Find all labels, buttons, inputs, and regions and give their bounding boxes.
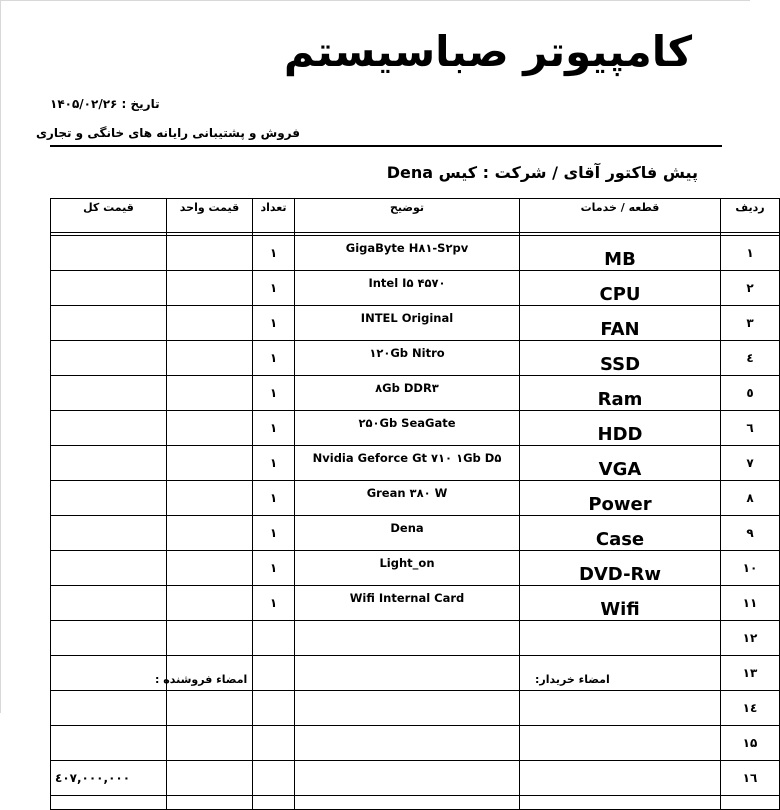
- row-part: Case: [520, 516, 721, 551]
- table-row: [51, 516, 780, 551]
- page-border-top: [0, 0, 750, 1]
- table-row: [51, 726, 780, 761]
- row-number: ۹: [721, 516, 780, 551]
- row-part: CPU: [520, 271, 721, 306]
- row-description: ۱۲۰Gb Nitro: [295, 341, 520, 376]
- row-description: [295, 726, 520, 761]
- header-quantity: تعداد: [253, 199, 295, 233]
- row-unit-price: [167, 236, 253, 271]
- row-total-price: [51, 481, 167, 516]
- row-total-price: [51, 586, 167, 621]
- row-quantity: [253, 726, 295, 761]
- row-unit-price: [167, 551, 253, 586]
- table-header-row: [51, 199, 780, 233]
- row-quantity: ۱: [253, 586, 295, 621]
- row-description: INTEL Original: [295, 306, 520, 341]
- table-row: [51, 691, 780, 726]
- row-unit-price: [167, 446, 253, 481]
- row-number: ٦: [721, 411, 780, 446]
- row-description: ۸Gb DDR۳: [295, 376, 520, 411]
- row-unit-price: [167, 621, 253, 656]
- row-total-price: [51, 306, 167, 341]
- header-description: توضیح: [295, 199, 520, 233]
- row-part: HDD: [520, 411, 721, 446]
- row-total-price: ٤۰۷,۰۰۰,۰۰۰: [51, 761, 167, 796]
- table-row: [51, 376, 780, 411]
- row-unit-price: [167, 691, 253, 726]
- header-row-number: ردیف: [721, 199, 780, 233]
- row-quantity: ۱: [253, 306, 295, 341]
- row-unit-price: [167, 516, 253, 551]
- row-description: [295, 621, 520, 656]
- row-quantity: ۱: [253, 271, 295, 306]
- header-total-price: قیمت کل: [51, 199, 167, 233]
- row-part: Ram: [520, 376, 721, 411]
- row-part: [520, 726, 721, 761]
- row-number: ۱۱: [721, 586, 780, 621]
- table-row: [51, 341, 780, 376]
- row-number: ۱۳: [721, 656, 780, 691]
- row-number: ۱٤: [721, 691, 780, 726]
- invoice-title: پیش فاکتور آقای / شرکت : کیس Dena: [386, 163, 698, 182]
- row-unit-price: [167, 271, 253, 306]
- row-description: [295, 761, 520, 796]
- row-description: Nvidia Geforce Gt ۷۱۰ ۱Gb D۵: [295, 446, 520, 481]
- row-unit-price: [167, 726, 253, 761]
- table-row: [51, 621, 780, 656]
- row-total-price: [51, 271, 167, 306]
- row-quantity: ۱: [253, 411, 295, 446]
- row-quantity: ۱: [253, 516, 295, 551]
- row-number: ۱۲: [721, 621, 780, 656]
- row-unit-price: [167, 586, 253, 621]
- row-quantity: [253, 656, 295, 691]
- row-description: Dena: [295, 516, 520, 551]
- row-number: ۱۰: [721, 551, 780, 586]
- table-footer-row: [51, 796, 780, 810]
- row-description: Grean ۳۸۰ W: [295, 481, 520, 516]
- row-total-price: [51, 726, 167, 761]
- header-divider: [50, 145, 722, 147]
- row-part: Wifi: [520, 586, 721, 621]
- row-quantity: ۱: [253, 446, 295, 481]
- table-body: [51, 233, 780, 810]
- row-unit-price: [167, 341, 253, 376]
- row-part: [520, 691, 721, 726]
- row-number: ٥: [721, 376, 780, 411]
- invoice-table: [50, 198, 780, 810]
- row-part: FAN: [520, 306, 721, 341]
- row-quantity: ۱: [253, 551, 295, 586]
- header-unit-price: قیمت واحد: [167, 199, 253, 233]
- table-row: [51, 761, 780, 796]
- row-total-price: [51, 516, 167, 551]
- row-total-price: [51, 621, 167, 656]
- row-total-price: [51, 236, 167, 271]
- company-tagline: فروش و پشتیبانی رایانه های خانگی و تجاری: [35, 126, 300, 140]
- row-unit-price: [167, 306, 253, 341]
- row-unit-price: [167, 481, 253, 516]
- row-number: ۱: [721, 236, 780, 271]
- row-part: [520, 621, 721, 656]
- row-quantity: ۱: [253, 236, 295, 271]
- row-number: ۱٦: [721, 761, 780, 796]
- row-description: [295, 656, 520, 691]
- table-row: [51, 551, 780, 586]
- table-row: [51, 586, 780, 621]
- row-number: ۷: [721, 446, 780, 481]
- row-part: MB: [520, 236, 721, 271]
- table-row: [51, 271, 780, 306]
- page-border-left: [0, 0, 1, 713]
- row-description: Wifi Internal Card: [295, 586, 520, 621]
- row-number: ٤: [721, 341, 780, 376]
- table-row: [51, 446, 780, 481]
- row-number: ۲: [721, 271, 780, 306]
- row-total-price: [51, 446, 167, 481]
- row-total-price: [51, 691, 167, 726]
- row-part: [520, 761, 721, 796]
- row-number: ۳: [721, 306, 780, 341]
- row-quantity: [253, 761, 295, 796]
- row-part: VGA: [520, 446, 721, 481]
- row-total-price: [51, 411, 167, 446]
- row-number: ۸: [721, 481, 780, 516]
- row-description: [295, 691, 520, 726]
- invoice-date: تاریخ : ۱۴۰۵/۰۲/۲۶: [50, 97, 160, 111]
- table-row: [51, 411, 780, 446]
- table-row: [51, 306, 780, 341]
- row-quantity: ۱: [253, 481, 295, 516]
- buyer-signature-label: امضاء خریدار:: [535, 673, 610, 686]
- row-description: Light_on: [295, 551, 520, 586]
- seller-signature-label: امضاء فروشنده :: [155, 673, 248, 686]
- row-quantity: ۱: [253, 376, 295, 411]
- row-quantity: ۱: [253, 341, 295, 376]
- row-description: ۲۵۰Gb SeaGate: [295, 411, 520, 446]
- row-part: DVD-Rw: [520, 551, 721, 586]
- row-unit-price: [167, 761, 253, 796]
- table-row: [51, 481, 780, 516]
- company-name: کامپیوتر صباسیستم: [283, 27, 692, 76]
- table-row: [51, 236, 780, 271]
- row-quantity: [253, 691, 295, 726]
- row-part: SSD: [520, 341, 721, 376]
- row-unit-price: [167, 376, 253, 411]
- row-description: GigaByte H۸۱-S۲pv: [295, 236, 520, 271]
- row-total-price: [51, 551, 167, 586]
- row-total-price: [51, 656, 167, 691]
- row-quantity: [253, 621, 295, 656]
- row-description: Intel I۵ ۴۵۷۰: [295, 271, 520, 306]
- row-total-price: [51, 341, 167, 376]
- header-part: قطعه / خدمات: [520, 199, 721, 233]
- row-total-price: [51, 376, 167, 411]
- row-number: ۱۵: [721, 726, 780, 761]
- row-unit-price: [167, 411, 253, 446]
- row-part: Power: [520, 481, 721, 516]
